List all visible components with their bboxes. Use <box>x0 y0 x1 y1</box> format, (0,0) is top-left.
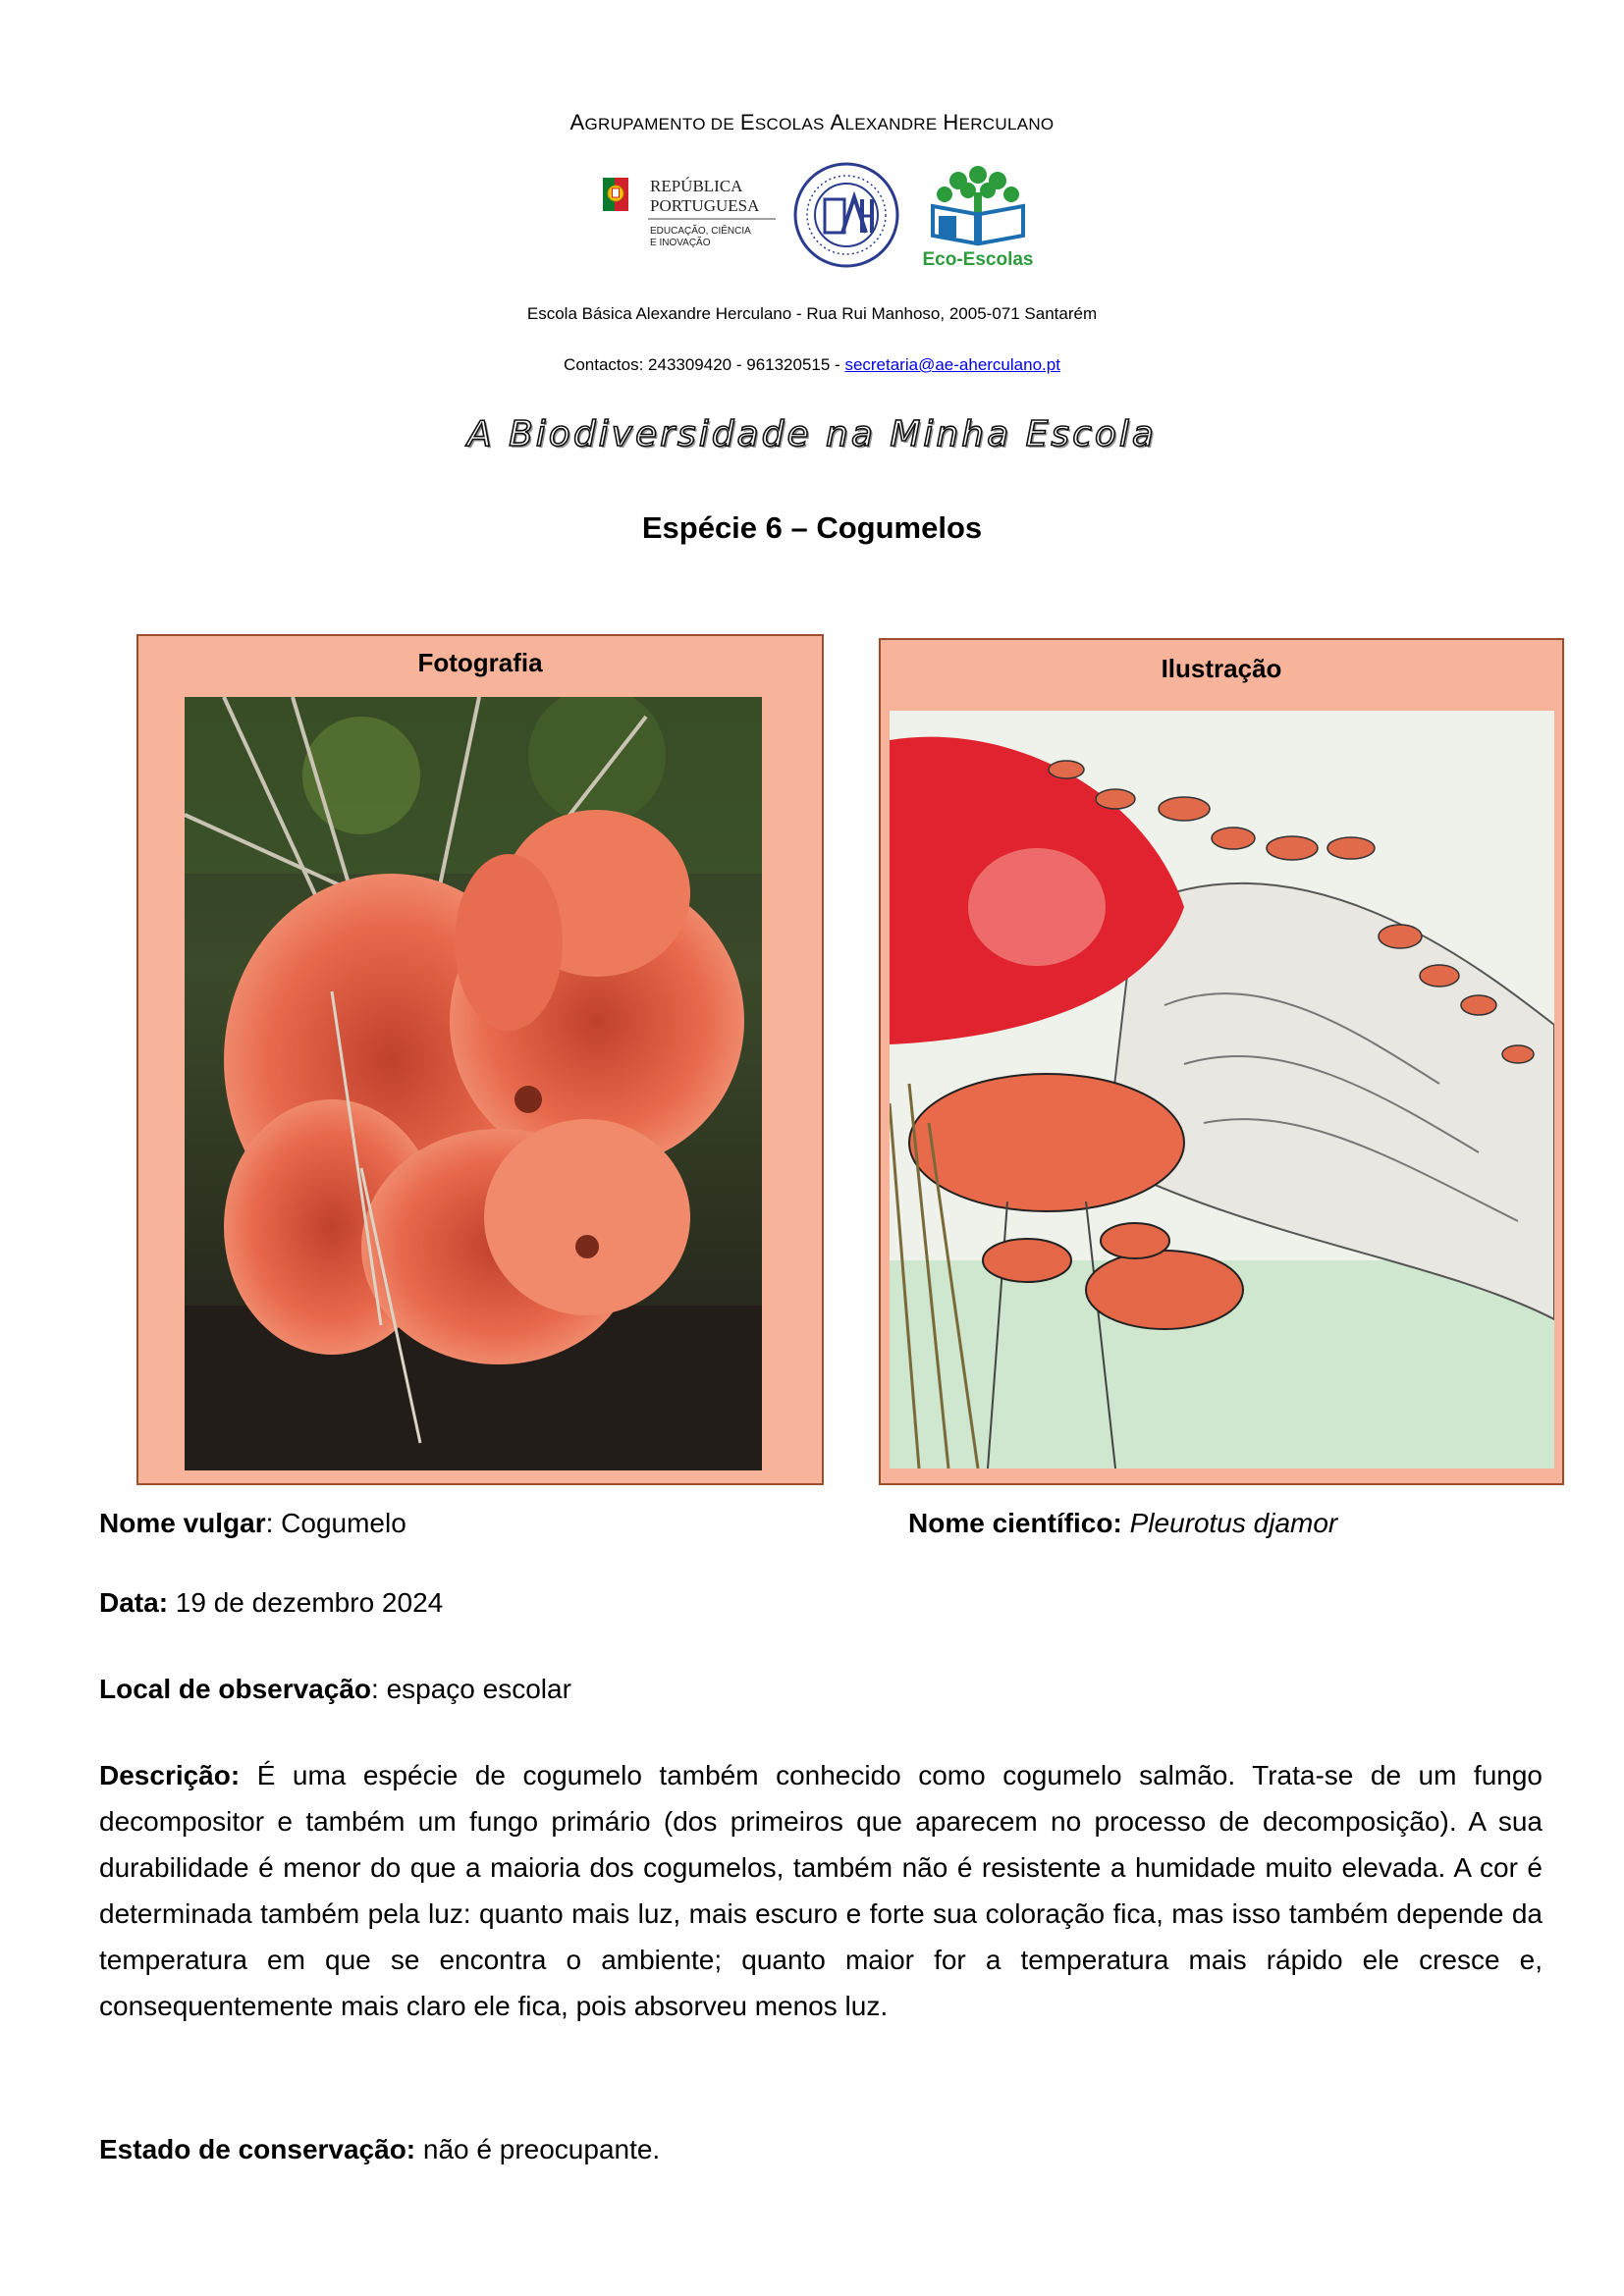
org-word-2-rest: SCOLAS <box>754 115 825 133</box>
svg-text:Eco-Escolas: Eco-Escolas <box>922 249 1034 270</box>
school-contacts <box>0 355 1624 375</box>
org-word-3-initial: A <box>830 110 845 134</box>
header-organization <box>0 110 1624 135</box>
illustration-panel-label: Ilustração <box>1161 654 1282 683</box>
org-word-4-rest: ERCULANO <box>958 115 1055 133</box>
species-title: Espécie 6 – Cogumelos <box>641 510 983 545</box>
photo-panel <box>136 634 824 1485</box>
description-value: É uma espécie de cogumelo também conhecido como cogumelo salmão. Trata-se de um fungo decompositor e também um fungo primário (dos primeiros que aparecem no processo de decomposição). A sua durabilidade é menor do que a maioria dos cogumelos, também não é resistente a humidade muito elevada. A cor é determinada também pela luz: quanto mais luz, mais escuro e forte sua coloração fica, mas isso também depende da temperatura em que se encontra o ambiente; quanto maior for a temperatura mais rápido ele cresce e, consequentemente mais claro ele fica, pois absorveu menos luz. <box>99 1760 1543 2021</box>
org-word-1-initial: A <box>569 110 585 134</box>
scientific-name-label: Nome científico: <box>908 1508 1122 1538</box>
common-name-field <box>99 1508 406 1539</box>
org-word-2-initial: E <box>739 110 755 134</box>
description-label: Descrição: <box>99 1760 241 1790</box>
description-field <box>99 1752 1543 2029</box>
mushroom-illustration <box>890 711 1554 1468</box>
org-word-4-initial: H <box>943 110 959 134</box>
svg-text:EDUCAÇÃO, CIÊNCIA: EDUCAÇÃO, CIÊNCIA <box>650 226 751 237</box>
conservation-status-label: Estado de conservação: <box>99 2134 416 2164</box>
contacts-phones: Contactos: 243309420 - 961320515 - <box>564 355 845 374</box>
observation-place-field <box>99 1674 571 1705</box>
svg-text:REPÚBLICA: REPÚBLICA <box>650 177 743 195</box>
photo-panel-label: Fotografia <box>417 648 543 677</box>
conservation-status-field <box>99 2134 660 2165</box>
mushroom-photo <box>185 697 762 1470</box>
org-word-3-rest: LEXANDRE <box>844 115 938 133</box>
contacts-email-link[interactable]: secretaria@ae-aherculano.pt <box>844 355 1060 374</box>
eco-escolas-logo <box>915 155 1041 271</box>
scientific-name-field <box>908 1508 1337 1539</box>
school-address: Escola Básica Alexandre Herculano - Rua Rui Manhoso, 2005-071 Santarém <box>526 304 1098 323</box>
common-name-label: Nome vulgar <box>99 1508 266 1538</box>
svg-text:PORTUGUESA: PORTUGUESA <box>650 196 760 215</box>
observation-place-label: Local de observação <box>99 1674 372 1704</box>
date-field <box>99 1587 443 1619</box>
org-word-1-rest: GRUPAMENTO DE <box>584 115 735 133</box>
svg-text:E INOVAÇÃO: E INOVAÇÃO <box>650 238 711 248</box>
common-name-value: : Cogumelo <box>265 1508 406 1538</box>
date-label: Data: <box>99 1587 169 1618</box>
conservation-status-value: não é preocupante. <box>415 2134 661 2164</box>
school-seal-logo <box>791 160 901 270</box>
project-title: A Biodiversidade na Minha Escola <box>467 414 1157 454</box>
republica-portuguesa-logo <box>601 172 780 250</box>
scientific-name-value: Pleurotus djamor <box>1129 1508 1338 1538</box>
observation-place-value: : espaço escolar <box>371 1674 571 1704</box>
date-value: 19 de dezembro 2024 <box>168 1587 444 1618</box>
illustration-panel <box>879 638 1564 1485</box>
